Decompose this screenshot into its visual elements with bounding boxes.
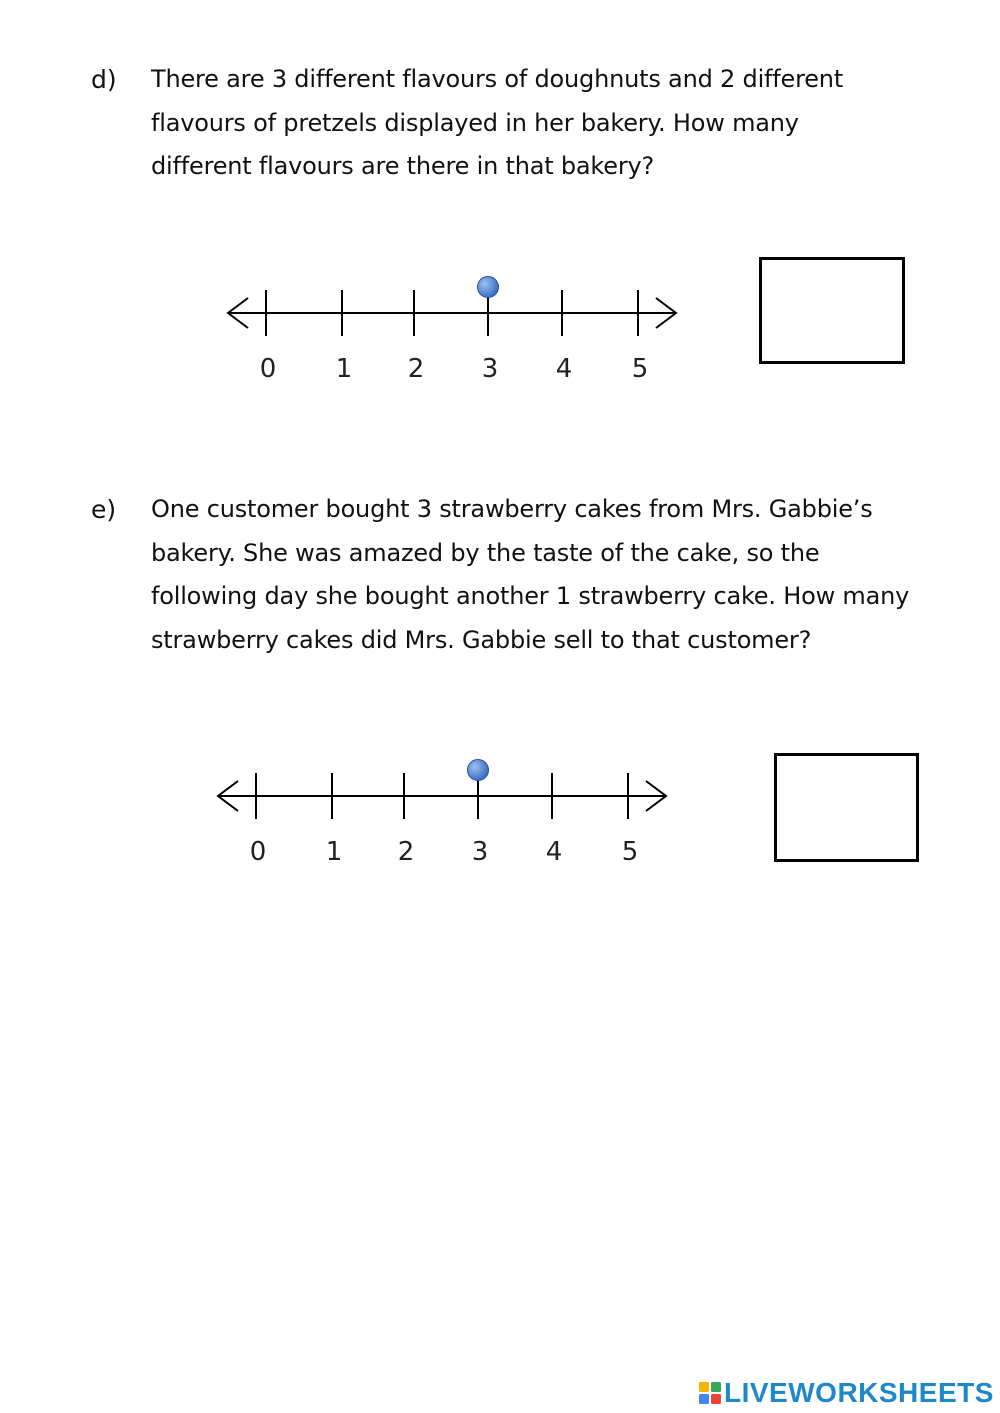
tick-label: 5	[631, 354, 649, 384]
tick-label: 5	[621, 837, 639, 867]
question-line: There are 3 different flavours of doughnuts and 2 different	[151, 65, 844, 93]
tick-label: 3	[471, 837, 489, 867]
answer-box[interactable]	[774, 753, 919, 862]
question-line: following day she bought another 1 strawberry cake. How many	[151, 582, 910, 610]
number-line[interactable]	[220, 270, 690, 390]
brand-name: LIVEWORKSHEETS	[724, 1377, 994, 1408]
tick-label: 1	[335, 354, 353, 384]
tick-label: 2	[397, 837, 415, 867]
liveworksheets-logo	[698, 1378, 994, 1408]
question-text	[151, 488, 951, 662]
question-line: One customer bought 3 strawberry cakes from Mrs. Gabbie’s	[151, 495, 873, 523]
tick-label: 3	[481, 354, 499, 384]
question-label: e)	[91, 495, 117, 524]
question-line: different flavours are there in that bakery?	[151, 152, 655, 180]
question-label: d)	[91, 65, 117, 94]
question-line: strawberry cakes did Mrs. Gabbie sell to that customer?	[151, 625, 812, 654]
tick-label: 4	[545, 837, 563, 867]
tick-label: 4	[555, 354, 573, 384]
tick-label: 0	[259, 354, 277, 384]
tick-label: 1	[325, 837, 343, 867]
tick-label: 2	[407, 354, 425, 384]
answer-box[interactable]	[759, 257, 905, 364]
liveworksheets-logo-icon	[698, 1381, 722, 1405]
question-line: bakery. She was amazed by the taste of the cake, so the	[151, 538, 820, 567]
marker-pin-icon	[478, 277, 499, 298]
question-text	[151, 58, 951, 189]
marker-pin-icon	[468, 760, 489, 781]
question-line: flavours of pretzels displayed in her bakery. How many	[151, 108, 799, 137]
tick-label: 0	[249, 837, 267, 867]
number-line[interactable]	[210, 753, 680, 873]
